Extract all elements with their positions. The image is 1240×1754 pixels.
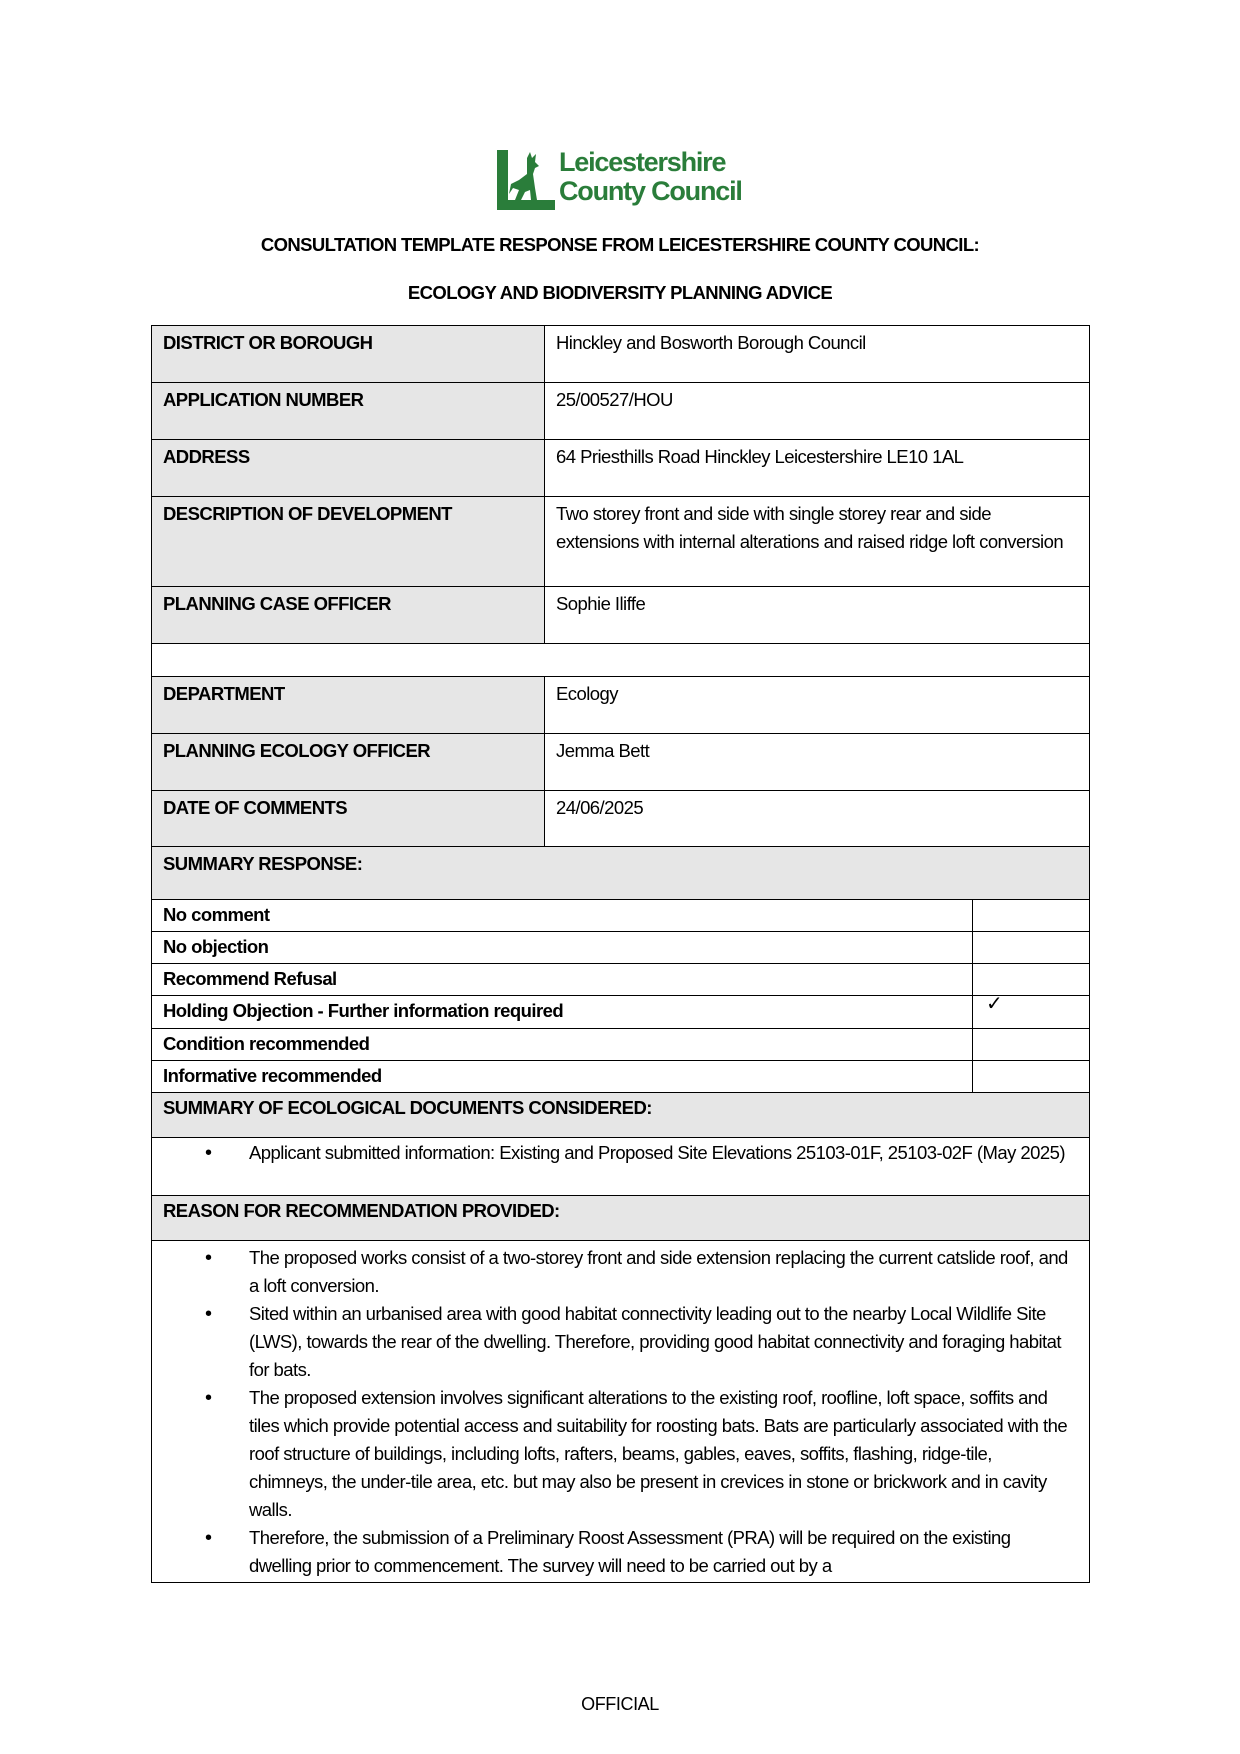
fox-icon bbox=[497, 150, 555, 212]
spacer-row bbox=[151, 643, 1090, 677]
reasons-body bbox=[151, 1240, 1090, 1583]
reasons-header: REASON FOR RECOMMENDATION PROVIDED: bbox=[151, 1195, 1090, 1241]
summary-option-label: No objection bbox=[151, 931, 973, 964]
reasons-list bbox=[163, 1244, 1078, 1580]
check-mark-icon: ✓ bbox=[986, 993, 1003, 1015]
summary-option-label: No comment bbox=[151, 899, 973, 932]
summary-option-label: Informative recommended bbox=[151, 1060, 973, 1093]
officer-value: 24/06/2025 bbox=[544, 790, 1090, 847]
officer-label: PLANNING ECOLOGY OFFICER bbox=[151, 733, 545, 791]
council-logo bbox=[497, 147, 749, 212]
officer-value: Ecology bbox=[544, 676, 1090, 734]
detail-label: PLANNING CASE OFFICER bbox=[151, 586, 545, 644]
summary-option-checkbox[interactable] bbox=[972, 1028, 1090, 1061]
document-title: CONSULTATION TEMPLATE RESPONSE FROM LEICESTERSHIRE COUNTY COUNCIL: bbox=[260, 234, 980, 255]
summary-option-label: Holding Objection - Further information required bbox=[151, 995, 973, 1029]
summary-option-label: Condition recommended bbox=[151, 1028, 973, 1061]
detail-value: Hinckley and Bosworth Borough Council bbox=[544, 325, 1090, 383]
reason-item: • Sited within an urbanised area with good habitat connectivity leading out to the nearby Local Wildlife Site (LWS), towards the rear of the dwelling. Therefore, providing good habitat connectivity and foraging habitat for bats. bbox=[163, 1300, 1078, 1384]
detail-value: 64 Priesthills Road Hinckley Leicestershire LE10 1AL bbox=[544, 439, 1090, 497]
document-item: • Applicant submitted information: Existing and Proposed Site Elevations 25103-01F, 25103-02F (May 2025) bbox=[163, 1139, 1078, 1167]
logo-line-2: County Council bbox=[559, 176, 742, 206]
detail-value: 25/00527/HOU bbox=[544, 382, 1090, 440]
document-subtitle: ECOLOGY AND BIODIVERSITY PLANNING ADVICE bbox=[407, 282, 833, 303]
documents-body bbox=[151, 1137, 1090, 1196]
summary-option-checkbox[interactable] bbox=[972, 899, 1090, 932]
officer-value: Jemma Bett bbox=[544, 733, 1090, 791]
reason-item: • The proposed works consist of a two-storey front and side extension replacing the current catslide roof, and a loft conversion. bbox=[163, 1244, 1078, 1300]
detail-value: Two storey front and side with single storey rear and side extensions with internal alterations and raised ridge loft conversion bbox=[544, 496, 1090, 587]
logo-line-1: Leicestershire bbox=[559, 147, 726, 177]
summary-option-checkbox[interactable] bbox=[972, 995, 1090, 1029]
officer-label: DEPARTMENT bbox=[151, 676, 545, 734]
documents-header: SUMMARY OF ECOLOGICAL DOCUMENTS CONSIDERED: bbox=[151, 1092, 1090, 1138]
detail-label: ADDRESS bbox=[151, 439, 545, 497]
summary-option-checkbox[interactable] bbox=[972, 931, 1090, 964]
detail-value: Sophie Iliffe bbox=[544, 586, 1090, 644]
summary-option-checkbox[interactable] bbox=[972, 1060, 1090, 1093]
logo-text bbox=[559, 148, 742, 206]
classification-footer: OFFICIAL bbox=[581, 1694, 659, 1714]
officer-label: DATE OF COMMENTS bbox=[151, 790, 545, 847]
documents-list bbox=[163, 1139, 1078, 1167]
detail-label: DISTRICT OR BOROUGH bbox=[151, 325, 545, 383]
summary-option-label: Recommend Refusal bbox=[151, 963, 973, 996]
detail-label: APPLICATION NUMBER bbox=[151, 382, 545, 440]
summary-response-header: SUMMARY RESPONSE: bbox=[151, 846, 1090, 900]
detail-label: DESCRIPTION OF DEVELOPMENT bbox=[151, 496, 545, 587]
reason-item: • Therefore, the submission of a Preliminary Roost Assessment (PRA) will be required on the existing dwelling prior to commencement. The survey will need to be carried out by a bbox=[163, 1524, 1078, 1580]
reason-item: • The proposed extension involves significant alterations to the existing roof, roofline, loft space, soffits and tiles which provide potential access and suitability for roosting bats. Bats are particularly associated with the roof structure of buildings, including lofts, rafters, beams, gables, eaves, soffits, flashing, ridge-tile, chimneys, the under-tile area, etc. but may also be present in crevices in stone or brickwork and in cavity walls. bbox=[163, 1384, 1078, 1524]
